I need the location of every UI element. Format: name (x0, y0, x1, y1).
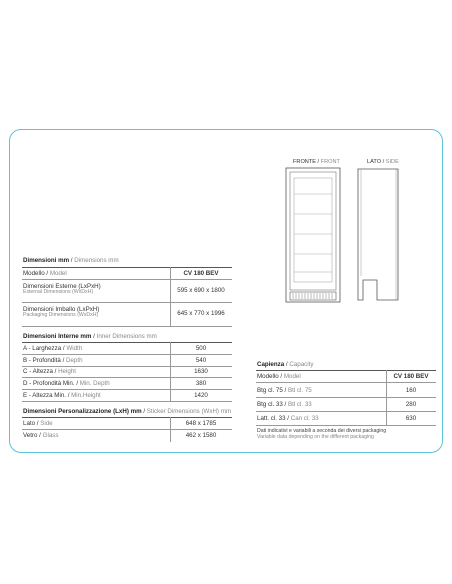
capacity-row: Btg cl. 75 / Btl cl. 75 (257, 387, 312, 394)
divider (22, 417, 232, 418)
sticker-row: Vetro / Glass (23, 432, 59, 439)
divider (22, 302, 232, 303)
side-view-label: LATO / SIDE (367, 159, 399, 165)
capacity-header: Capienza / Capacity (257, 361, 314, 368)
inner-value: 1420 (194, 392, 208, 399)
divider (256, 425, 436, 426)
column-divider (386, 370, 387, 426)
divider (256, 370, 436, 371)
divider (22, 267, 232, 268)
packaging-dimensions-label: Dimensioni Imballo (LxPxH) Packaging Dimensions (WxDxH) (23, 306, 100, 319)
column-divider (170, 417, 171, 442)
front-view-label: FRONTE / FRONT (293, 159, 340, 165)
column-divider (170, 342, 171, 402)
divider (22, 429, 232, 430)
capacity-row: Latt. cl. 33 / Can cl. 33 (257, 415, 319, 422)
divider (256, 382, 436, 383)
inner-row: D - Profondità Min. / Min. Depth (23, 380, 110, 387)
dimensions-header: Dimensioni mm / Dimensions mm (23, 257, 119, 264)
inner-row: E - Altezza Min. / Min.Height (23, 392, 101, 399)
sticker-value: 462 x 1580 (185, 432, 217, 439)
inner-value: 540 (195, 357, 207, 364)
divider (256, 411, 436, 412)
inner-value: 380 (195, 380, 207, 387)
packaging-note-it: Dati indicativi e variabili a seconda dei diversi packaging (257, 428, 387, 434)
divider (22, 342, 232, 343)
model-label: Modello / Model (23, 270, 67, 277)
packaging-dimensions-value: 645 x 770 x 1996 (177, 310, 225, 317)
divider (22, 366, 232, 367)
divider (22, 401, 232, 402)
divider (22, 354, 232, 355)
capacity-value: 630 (405, 415, 417, 422)
divider (22, 326, 232, 327)
packaging-note-en: Variable data depending on the different packaging (257, 434, 374, 440)
model-value: CV 180 BEV (393, 373, 429, 380)
inner-dimensions-header: Dimensioni Interne mm / Inner Dimensions mm (23, 333, 157, 340)
capacity-row: Btg cl. 33 / Btl cl. 33 (257, 401, 312, 408)
inner-row: B - Profondità / Depth (23, 357, 83, 364)
inner-row: C - Altezza / Height (23, 368, 76, 375)
capacity-value: 280 (405, 401, 417, 408)
side-view-drawing (356, 166, 406, 306)
model-value: CV 180 BEV (183, 270, 219, 277)
column-divider (170, 267, 171, 327)
divider (22, 279, 232, 280)
inner-value: 1630 (194, 368, 208, 375)
divider (256, 397, 436, 398)
inner-row: A - Larghezza / Width (23, 345, 83, 352)
front-view-drawing (283, 166, 347, 306)
sticker-row: Lato / Side (23, 420, 53, 427)
external-dimensions-value: 595 x 690 x 1800 (177, 287, 225, 294)
sticker-dimensions-header: Dimensioni Personalizzazione (LxH) mm / Sticker Dimensions (WxH) mm (23, 408, 232, 415)
external-dimensions-label: Dimensioni Esterne (LxPxH) External Dimensions (WxDxH) (23, 283, 101, 296)
model-label: Modello / Model (257, 373, 301, 380)
sticker-value: 648 x 1785 (185, 420, 217, 427)
divider (22, 377, 232, 378)
capacity-value: 160 (405, 387, 417, 394)
divider (22, 389, 232, 390)
inner-value: 500 (195, 345, 207, 352)
